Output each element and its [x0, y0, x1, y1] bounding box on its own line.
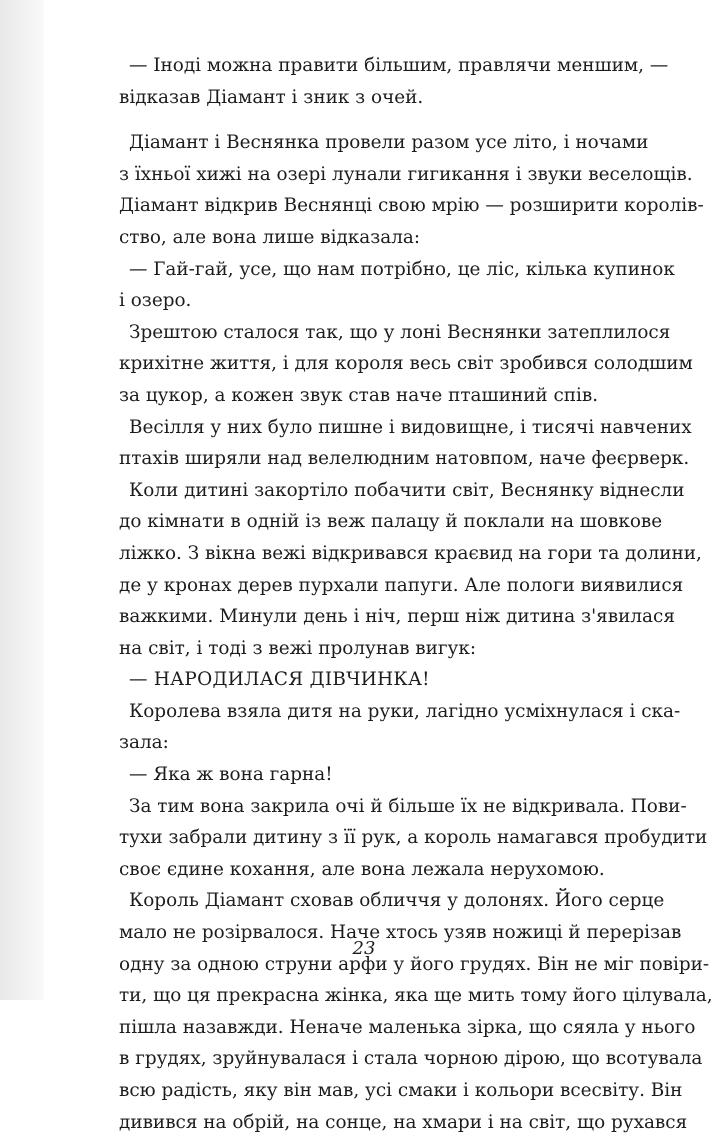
text-line: ство, але вона лише відказала:	[119, 226, 421, 248]
text-line: Діамант і Веснянка провели разом усе літо, і ночами	[129, 132, 649, 154]
text-line: де у кронах дерев пурхали папуги. Але пологи виявилися	[119, 574, 684, 596]
text-line: з їхньої хижі на озері лунали гигикання і звуки веселощів.	[119, 163, 693, 185]
text-line: за цукор, а кожен звук став наче пташиний спів.	[119, 384, 599, 406]
text-line: на світ, і тоді з вежі пролунав вигук:	[119, 637, 477, 659]
text-line: ти, що ця прекрасна жінка, яка ще мить тому його цілувала,	[119, 985, 713, 1007]
body-text	[119, 50, 713, 1138]
text-line: всю радість, яку він мав, усі смаки і кольори всесвіту. Він	[119, 1080, 683, 1101]
text-line: — Яка ж вона гарна!	[129, 764, 333, 786]
text-line: Король Діамант сховав обличчя у долонях. Його серце	[129, 890, 665, 912]
text-line: до кімнати в одній із веж палацу й поклали на шовкове	[119, 511, 663, 533]
page-number: 23	[352, 938, 376, 959]
text-line: зала:	[119, 732, 169, 754]
text-line: — Гай-гай, усе, що нам потрібно, це ліс, кілька купинок	[129, 258, 675, 280]
text-line: крихітне життя, і для короля весь світ зробився солодшим	[119, 353, 693, 375]
text-line: — НАРОДИЛАСЯ ДІВЧИНКА!	[129, 669, 430, 691]
text-line: мало не розірвалося. Наче хтось узяв ножиці й перерізав	[119, 922, 682, 944]
text-line: ліжко. З вікна вежі відкривався краєвид на гори та долини,	[119, 542, 702, 564]
text-line: пішла назавжди. Неначе маленька зірка, що сяяла у нього	[119, 1016, 696, 1038]
text-line: важкими. Минули день і ніч, перш ніж дитина з'явилася	[119, 606, 675, 628]
text-line: відказав Діамант і зник з очей.	[119, 86, 424, 108]
text-line: тухи забрали дитину з її рук, а король намагався пробудити	[119, 827, 708, 849]
text-line: і озеро.	[119, 290, 192, 312]
text-line: Королева взяла дитя на руки, лагідно усміхнулася і ска-	[129, 700, 681, 722]
text-line: своє єдине кохання, але вона лежала нерухомою.	[119, 858, 605, 880]
text-line: одну за одною струни арфи у його грудях. Він не міг повіри-	[119, 953, 710, 975]
paragraph-spacer	[119, 113, 611, 127]
text-line: Зрештою сталося так, що у лоні Веснянки затеплилося	[129, 321, 671, 343]
text-line: — Іноді можна правити більшим, правлячи меншим, —	[129, 55, 669, 76]
page-gutter-shadow	[0, 0, 44, 1000]
text-line: в грудях, зруйнувалася і стала чорною дірою, що всотувала	[119, 1048, 703, 1070]
text-line: Коли дитині закортіло побачити світ, Веснянку віднесли	[129, 479, 685, 501]
text-line: Весілля у них було пишне і видовищне, і тисячі навчених	[129, 416, 692, 438]
text-line: птахів ширяли над велелюдним натовпом, наче феєрверк.	[119, 448, 690, 470]
text-line: За тим вона закрила очі й більше їх не відкривала. Пови-	[129, 795, 687, 817]
text-line: дивився на обрій, на сонце, на хмари і на світ, що рухався	[119, 1111, 688, 1133]
text-line: Діамант відкрив Веснянці свою мрію — розширити королів-	[119, 195, 704, 217]
